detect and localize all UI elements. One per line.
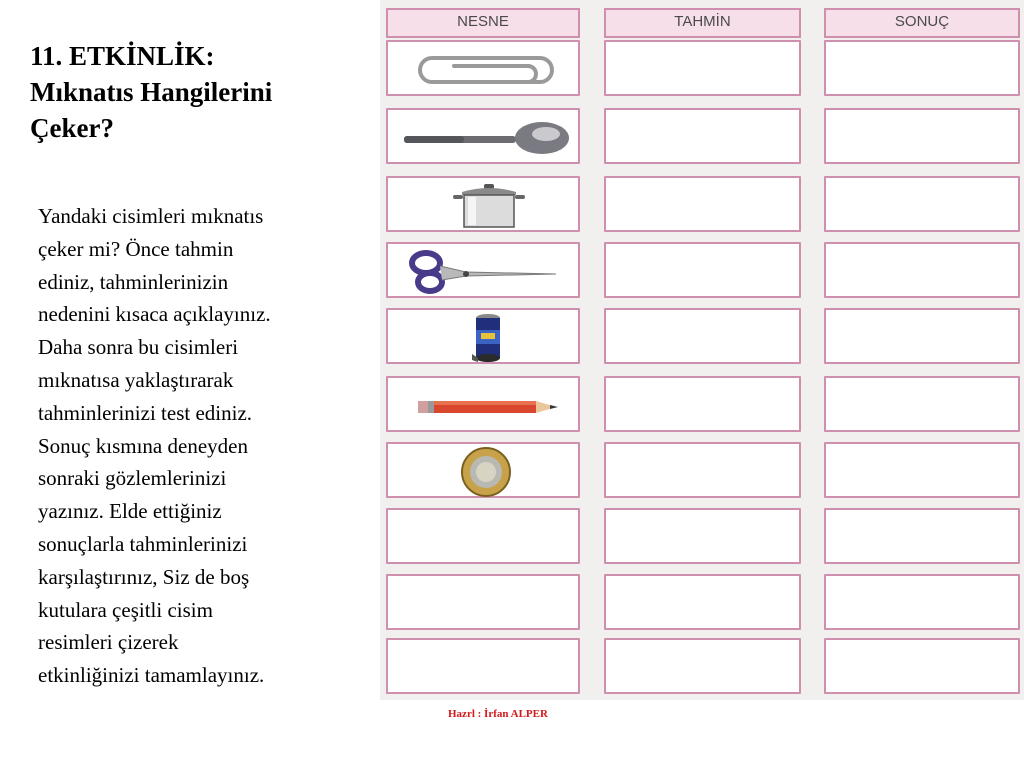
object-cell — [386, 442, 580, 498]
result-cell[interactable] — [824, 242, 1020, 298]
result-cell[interactable] — [824, 308, 1020, 364]
prediction-cell[interactable] — [604, 242, 801, 298]
instruction-line: mıknatısa yaklaştırarak — [38, 367, 234, 392]
instruction-line: etkinliğinizi tamamlayınız. — [38, 663, 265, 688]
result-cell[interactable] — [824, 574, 1020, 630]
object-cell — [386, 176, 580, 232]
instruction-line: Daha sonra bu cisimleri — [38, 335, 239, 360]
prediction-cell[interactable] — [604, 442, 801, 498]
empty-object-cell[interactable] — [386, 574, 580, 630]
empty-object-cell[interactable] — [386, 638, 580, 694]
instruction-line: Yandaki cisimleri mıknatıs — [38, 204, 264, 228]
pencil-icon — [418, 396, 564, 418]
prediction-cell[interactable] — [604, 376, 801, 432]
instruction-line: kutulara çeşitli cisim — [38, 597, 213, 622]
result-cell[interactable] — [824, 508, 1020, 564]
scissors-icon — [406, 250, 566, 294]
instruction-line: sonraki gözlemlerinizi — [38, 466, 227, 491]
instruction-line: karşılaştırınız, Siz de boş — [38, 564, 250, 589]
instruction-line: ediniz, tahminlerinizin — [38, 269, 229, 294]
empty-object-cell[interactable] — [386, 508, 580, 564]
object-cell — [386, 242, 580, 298]
worksheet-table — [380, 0, 1024, 700]
prediction-cell[interactable] — [604, 574, 801, 630]
object-cell — [386, 376, 580, 432]
instructions-paragraph — [38, 200, 368, 692]
author-credit: Hazrl : İrfan ALPER — [448, 708, 548, 720]
object-cell — [386, 308, 580, 364]
spoon-icon — [400, 118, 572, 158]
prediction-cell[interactable] — [604, 40, 801, 96]
prediction-cell[interactable] — [604, 176, 801, 232]
result-cell[interactable] — [824, 40, 1020, 96]
object-cell — [386, 108, 580, 164]
instruction-line: yazınız. Elde ettiğiniz — [38, 499, 222, 524]
result-cell[interactable] — [824, 638, 1020, 694]
header-tahmin: TAHMİN — [604, 8, 801, 38]
header-nesne: NESNE — [386, 8, 580, 38]
coin-icon — [460, 446, 512, 498]
activity-title — [30, 38, 370, 146]
title-line-2: Mıknatıs Hangilerini — [30, 77, 273, 107]
title-line-1: 11. ETKİNLİK: — [30, 41, 215, 71]
prediction-cell[interactable] — [604, 508, 801, 564]
prediction-cell[interactable] — [604, 308, 801, 364]
result-cell[interactable] — [824, 376, 1020, 432]
title-line-3: Çeker? — [30, 113, 114, 143]
prediction-cell[interactable] — [604, 108, 801, 164]
object-cell — [386, 40, 580, 96]
instruction-line: resimleri çizerek — [38, 630, 179, 655]
tin-can-icon — [470, 312, 506, 364]
header-sonuc: SONUÇ — [824, 8, 1020, 38]
result-cell[interactable] — [824, 176, 1020, 232]
paperclip-icon — [410, 52, 560, 88]
instruction-line: nedenini kısaca açıklayınız. — [38, 302, 271, 327]
instruction-line: Sonuç kısmına deneyden — [38, 433, 248, 458]
instruction-line: tahminlerinizi test ediniz. — [38, 400, 253, 425]
cooking-pot-icon — [450, 182, 528, 230]
instruction-line: çeker mi? Önce tahmin — [38, 236, 234, 261]
instruction-line: sonuçlarla tahminlerinizi — [38, 531, 248, 556]
prediction-cell[interactable] — [604, 638, 801, 694]
result-cell[interactable] — [824, 108, 1020, 164]
result-cell[interactable] — [824, 442, 1020, 498]
